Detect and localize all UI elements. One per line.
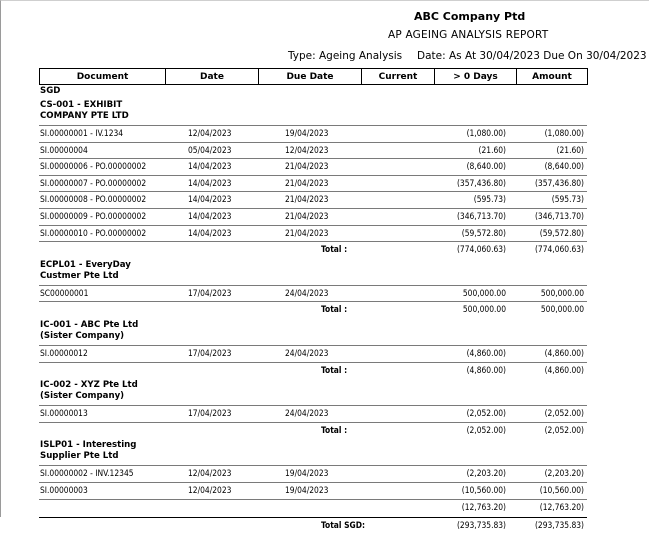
over-0-days-value: 500,000.00 [462, 287, 506, 298]
group-total-row [39, 500, 587, 516]
document-number: SI.00000007 - PO.00000002 [40, 177, 147, 188]
due-date: 24/04/2023 [285, 287, 329, 298]
group-total-over-0-days: (4,860.00) [466, 364, 506, 375]
due-date: 12/04/2023 [285, 144, 329, 155]
report-date-range: Date: As At 30/04/2023 Due On 30/04/2023 [417, 50, 647, 62]
grand-total-row [39, 517, 587, 534]
table-row [39, 209, 587, 226]
supplier-name-line: COMPANY PTE LTD [40, 111, 129, 121]
group-total-label: Total : [321, 304, 348, 315]
table-row [39, 405, 587, 423]
document-date: 17/04/2023 [188, 347, 232, 358]
document-date: 05/04/2023 [188, 144, 232, 155]
due-date: 21/04/2023 [285, 210, 329, 221]
column-header-document: Document [40, 69, 166, 85]
document-date: 12/04/2023 [188, 484, 232, 495]
table-row [39, 176, 587, 193]
amount-value: (357,436.80) [534, 177, 584, 188]
group-total-label: Total : [321, 364, 348, 375]
table-row [39, 483, 587, 500]
group-total-amount: (2,052.00) [544, 424, 584, 435]
supplier-name-line: ECPL01 - EveryDay [40, 259, 131, 270]
document-date: 14/04/2023 [188, 194, 232, 205]
document-date: 14/04/2023 [188, 177, 232, 188]
document-number: SI.00000012 [40, 347, 88, 358]
document-number: SI.00000006 - PO.00000002 [40, 161, 147, 172]
group-total-amount: (4,860.00) [544, 364, 584, 375]
supplier-name-line: IC-002 - XYZ Pte Ltd [40, 380, 138, 391]
due-date: 19/04/2023 [285, 484, 329, 495]
due-date: 24/04/2023 [285, 347, 329, 358]
document-date: 12/04/2023 [188, 468, 232, 479]
document-number: SI.00000009 - PO.00000002 [40, 210, 147, 221]
group-total-row [39, 242, 587, 258]
document-number: SI.00000002 - INV.12345 [40, 468, 134, 479]
table-row [39, 125, 587, 143]
currency-label: SGD [40, 86, 61, 96]
group-total-over-0-days: (2,052.00) [466, 424, 506, 435]
group-total-over-0-days: 500,000.00 [462, 304, 506, 315]
column-header-over-0-days: > 0 Days [435, 69, 517, 85]
document-number: SI.00000001 - IV.1234 [40, 128, 124, 138]
amount-value: (1,080.00) [544, 128, 584, 138]
document-date: 14/04/2023 [188, 210, 232, 221]
report-type: Type: Ageing Analysis [288, 50, 403, 62]
supplier-name-line: ISLP01 - Interesting [40, 440, 137, 451]
table-row [39, 226, 587, 243]
group-total-amount: (12,763.20) [539, 501, 584, 512]
amount-value: (2,203.20) [544, 468, 584, 479]
table-row [39, 159, 587, 176]
document-date: 12/04/2023 [188, 128, 232, 138]
amount-value: (2,052.00) [544, 408, 584, 419]
group-total-label: Total : [321, 424, 348, 435]
group-total-row [39, 363, 587, 379]
supplier-name-line: Custmer Pte Ltd [40, 270, 119, 281]
amount-value: (346,713.70) [534, 210, 584, 221]
over-0-days-value: (59,572.80) [461, 227, 506, 238]
supplier-name-line: (Sister Company) [40, 391, 125, 402]
table-row [39, 143, 587, 160]
document-number: SI.00000010 - PO.00000002 [40, 227, 147, 238]
group-total-row [39, 302, 587, 318]
grand-total-amount: (293,735.83) [534, 520, 584, 531]
document-number: SI.00000013 [40, 408, 88, 419]
document-date: 14/04/2023 [188, 227, 232, 238]
amount-value: 500,000.00 [540, 287, 584, 298]
due-date: 21/04/2023 [285, 194, 329, 205]
amount-value: (21.60) [556, 144, 584, 155]
due-date: 19/04/2023 [285, 128, 329, 138]
supplier-name-line: Supplier Pte Ltd [40, 451, 119, 462]
table-row [39, 465, 587, 483]
over-0-days-value: (10,560.00) [461, 484, 506, 495]
over-0-days-value: (4,860.00) [466, 347, 506, 358]
amount-value: (595.73) [551, 194, 584, 205]
group-total-over-0-days: (12,763.20) [461, 501, 506, 512]
supplier-name-line: CS-001 - EXHIBIT [40, 100, 123, 110]
table-row [39, 345, 587, 363]
supplier-name-line: IC-001 - ABC Pte Ltd [40, 319, 139, 330]
table-row [39, 192, 587, 209]
group-total-label: Total : [321, 244, 348, 255]
report-body [39, 84, 587, 534]
column-header-date: Date [166, 69, 259, 85]
table-row [39, 285, 587, 303]
due-date: 24/04/2023 [285, 408, 329, 419]
group-total-amount: 500,000.00 [540, 304, 584, 315]
over-0-days-value: (346,713.70) [456, 210, 506, 221]
amount-value: (4,860.00) [544, 347, 584, 358]
document-number: SC00000001 [40, 287, 89, 298]
grand-total-over-0-days: (293,735.83) [456, 520, 506, 531]
over-0-days-value: (2,203.20) [466, 468, 506, 479]
supplier-name-line: (Sister Company) [40, 330, 125, 341]
document-date: 17/04/2023 [188, 287, 232, 298]
column-header-current: Current [362, 69, 435, 85]
document-number: SI.00000004 [40, 144, 88, 155]
due-date: 19/04/2023 [285, 468, 329, 479]
over-0-days-value: (1,080.00) [466, 128, 506, 138]
over-0-days-value: (21.60) [478, 144, 506, 155]
grand-total-label: Total SGD: [321, 520, 365, 531]
over-0-days-value: (2,052.00) [466, 408, 506, 419]
document-number: SI.00000003 [40, 484, 88, 495]
due-date: 21/04/2023 [285, 177, 329, 188]
due-date: 21/04/2023 [285, 161, 329, 172]
over-0-days-value: (357,436.80) [456, 177, 506, 188]
group-total-amount: (774,060.63) [534, 244, 584, 255]
over-0-days-value: (8,640.00) [466, 161, 506, 172]
column-header-due-date: Due Date [259, 69, 362, 85]
amount-value: (59,572.80) [539, 227, 584, 238]
over-0-days-value: (595.73) [473, 194, 506, 205]
document-date: 17/04/2023 [188, 408, 232, 419]
amount-value: (10,560.00) [539, 484, 584, 495]
amount-value: (8,640.00) [544, 161, 584, 172]
due-date: 21/04/2023 [285, 227, 329, 238]
report-title: AP AGEING ANALYSIS REPORT [388, 29, 549, 41]
column-header-table [39, 68, 588, 85]
document-number: SI.00000008 - PO.00000002 [40, 194, 147, 205]
group-total-over-0-days: (774,060.63) [456, 244, 506, 255]
group-total-row [39, 423, 587, 439]
document-date: 14/04/2023 [188, 161, 232, 172]
column-header-amount: Amount [517, 69, 588, 85]
company-name: ABC Company Ptd [414, 10, 526, 23]
